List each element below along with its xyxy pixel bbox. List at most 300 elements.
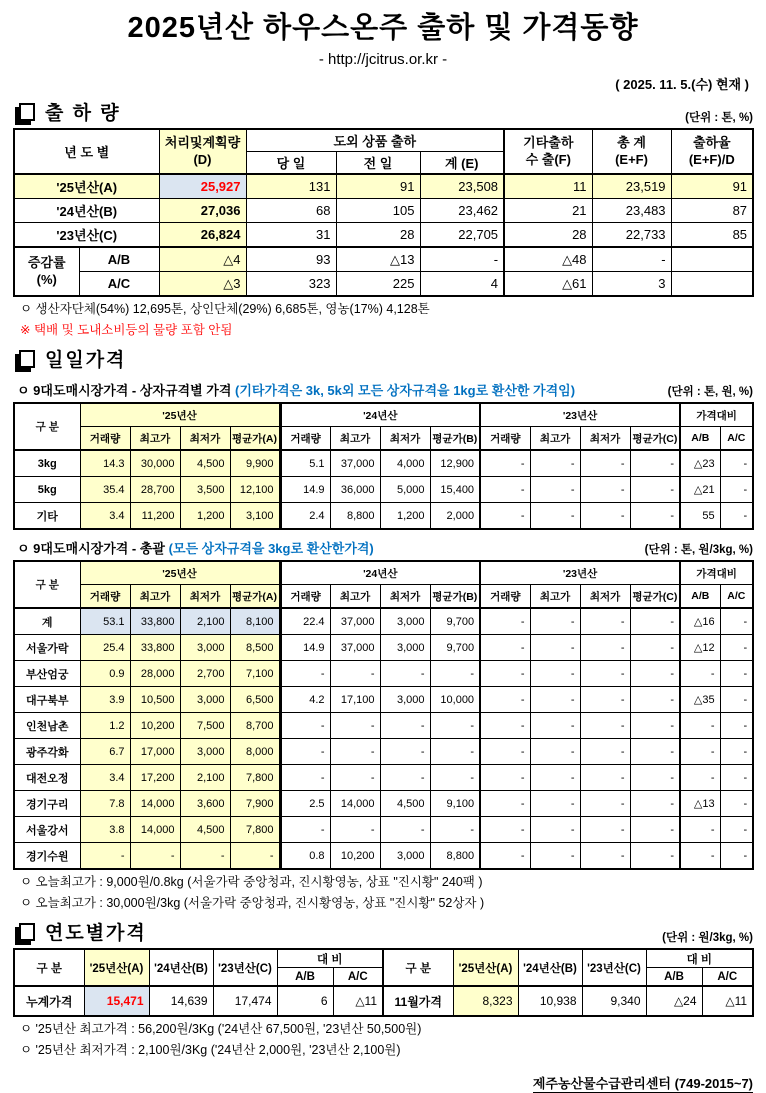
table-cell: 3,000 <box>180 687 230 713</box>
table-cell: - <box>430 661 480 687</box>
header-cell: 최고가 <box>130 585 180 609</box>
table-cell: 4.2 <box>280 687 330 713</box>
table-cell: - <box>580 450 630 477</box>
yearly-price-table <box>13 948 754 1017</box>
table-cell: 3,000 <box>380 843 430 870</box>
header-group-compare: 가격대비 <box>680 403 753 427</box>
table-cell: 3.9 <box>80 687 130 713</box>
table-cell: 22,733 <box>592 223 671 248</box>
header-cell-today: 당 일 <box>246 152 336 175</box>
table-cell: 2,100 <box>180 765 230 791</box>
table-cell: 0.9 <box>80 661 130 687</box>
table-cell: 14,000 <box>130 791 180 817</box>
section-yearly-header <box>13 918 753 945</box>
header-cell-y24: '24년산(B) <box>518 949 582 986</box>
table-cell: - <box>480 713 530 739</box>
table-cell: 8,700 <box>230 713 280 739</box>
header-cell: 거래량 <box>280 585 330 609</box>
table-cell <box>671 247 753 272</box>
header-cell: 거래량 <box>80 427 130 451</box>
header-cell: 평균가(A) <box>230 585 280 609</box>
change-label-line: 증감률 <box>27 254 66 270</box>
table-cell: - <box>380 817 430 843</box>
table-cell: - <box>630 503 680 530</box>
caption-paren-text: (모든 상자규격을 3kg로 환산한가격) <box>168 541 374 556</box>
table-cell: - <box>720 739 753 765</box>
header-cell: 최고가 <box>530 427 580 451</box>
unit-label-daily1: (단위 : 톤, 원, %) <box>667 386 753 398</box>
table-cell: - <box>530 450 580 477</box>
row-label: 부산엄궁 <box>14 661 80 687</box>
table-cell: - <box>480 817 530 843</box>
footer-text: 제주농산물수급관리센터 (749-2015~7) <box>532 1076 753 1091</box>
table-cell: 5.1 <box>280 450 330 477</box>
header-cell: 최저가 <box>580 427 630 451</box>
header-cell-prev: 전 일 <box>336 152 420 175</box>
header-cell: A/B <box>680 585 720 609</box>
row-label: 5kg <box>14 477 80 503</box>
table-cell: - <box>720 503 753 530</box>
table-cell: 68 <box>246 199 336 223</box>
table-cell: 15,400 <box>430 477 480 503</box>
header-line: 처리및계획량 <box>164 134 241 150</box>
header-cell: 평균가(C) <box>630 427 680 451</box>
header-cell: A/C <box>720 585 753 609</box>
yearly-note-1: ㅇ '25년산 최고가격 : 56,200원/3Kg ('24년산 67,500원, '23년산 50,500원) <box>20 1022 422 1036</box>
section-title-text: 일일가격 <box>45 350 127 371</box>
table-cell: - <box>280 739 330 765</box>
date-note: ( 2025. 11. 5.(수) 현재 ) <box>615 77 749 92</box>
row-label: 누계가격 <box>14 986 84 1016</box>
table-cell: - <box>720 791 753 817</box>
header-cell-y24: '24년산(B) <box>149 949 213 986</box>
header-cell-ac: A/C <box>333 968 383 987</box>
table-cell: 8,100 <box>230 608 280 635</box>
shipment-note-1: ㅇ 생산자단체(54%) 12,695톤, 상인단체(29%) 6,685톤, 영농(17%) 4,128톤 <box>20 302 430 316</box>
header-group-25: '25년산 <box>80 561 280 585</box>
table-cell: 22,705 <box>420 223 504 248</box>
table-cell: 10,500 <box>130 687 180 713</box>
table-cell: - <box>720 817 753 843</box>
table-cell: - <box>530 661 580 687</box>
table-cell: - <box>330 817 380 843</box>
header-cell: 평균가(C) <box>630 585 680 609</box>
table-cell: 30,000 <box>130 450 180 477</box>
table-cell: - <box>630 477 680 503</box>
table-cell: - <box>720 477 753 503</box>
table-cell: 87 <box>671 199 753 223</box>
table-cell: 10,938 <box>518 986 582 1016</box>
table-cell: 105 <box>336 199 420 223</box>
table-cell: - <box>380 713 430 739</box>
table-cell: 1,200 <box>180 503 230 530</box>
table-cell: 8,500 <box>230 635 280 661</box>
table-cell: - <box>80 843 130 870</box>
table-cell: 323 <box>246 272 336 297</box>
table-cell: 2.4 <box>280 503 330 530</box>
header-line: 수 출(F) <box>525 151 571 167</box>
table-cell: 85 <box>671 223 753 248</box>
table-cell: 4,000 <box>380 450 430 477</box>
table-cell: - <box>180 843 230 870</box>
table-cell: 25,927 <box>159 174 246 199</box>
table-cell: - <box>530 503 580 530</box>
table-cell: - <box>680 739 720 765</box>
table-cell: - <box>720 687 753 713</box>
header-line: (E+F)/D <box>688 151 735 167</box>
row-label: 대구북부 <box>14 687 80 713</box>
table-cell: 2,100 <box>180 608 230 635</box>
header-cell-compare: 대 비 <box>277 949 383 968</box>
table-cell: - <box>280 817 330 843</box>
table-cell: 15,471 <box>84 986 149 1016</box>
header-cell: 최고가 <box>530 585 580 609</box>
shipment-note-2: ※ 택배 및 도내소비등의 물량 포함 안됨 <box>20 323 233 337</box>
row-label: A/C <box>79 272 159 297</box>
header-cell-gubun: 구 분 <box>383 949 453 986</box>
header-line: (E+F) <box>615 151 648 167</box>
table-cell: - <box>592 247 671 272</box>
table-cell: - <box>580 687 630 713</box>
table-cell: 7,800 <box>230 817 280 843</box>
section-yearly-title <box>13 918 147 945</box>
header-cell: 최저가 <box>180 427 230 451</box>
table-cell: - <box>720 450 753 477</box>
table-cell: 28,700 <box>130 477 180 503</box>
table-cell: 14.9 <box>280 635 330 661</box>
table-cell: 4,500 <box>180 817 230 843</box>
table-cell: 7,800 <box>230 765 280 791</box>
table-cell: 22.4 <box>280 608 330 635</box>
table-cell: - <box>720 843 753 870</box>
table-cell: - <box>580 635 630 661</box>
section-square-icon <box>19 923 35 941</box>
header-cell-sum: 계 (E) <box>420 152 504 175</box>
section-square-icon <box>19 350 35 368</box>
table-cell: 36,000 <box>330 477 380 503</box>
table-cell: - <box>480 661 530 687</box>
table-cell: 17,200 <box>130 765 180 791</box>
table-cell: 23,519 <box>592 174 671 199</box>
table-cell: - <box>720 635 753 661</box>
table-cell: 4 <box>420 272 504 297</box>
table-cell: 225 <box>336 272 420 297</box>
table-cell: - <box>630 843 680 870</box>
table-cell: - <box>580 843 630 870</box>
table-cell: 91 <box>671 174 753 199</box>
section-shipment-title <box>13 98 121 125</box>
table-cell: 12,900 <box>430 450 480 477</box>
table-cell: 7,500 <box>180 713 230 739</box>
header-cell-compare: 대 비 <box>646 949 753 968</box>
table-cell: 14.3 <box>80 450 130 477</box>
table-cell: - <box>530 713 580 739</box>
table-cell: - <box>530 608 580 635</box>
page-title: 2025년산 하우스온주 출하 및 가격동향 <box>127 12 639 44</box>
table-cell: 14.9 <box>280 477 330 503</box>
table-cell: 3,600 <box>180 791 230 817</box>
header-cell: 최고가 <box>330 427 380 451</box>
table-cell: △13 <box>680 791 720 817</box>
yearly-note-2: ㅇ '25년산 최저가격 : 2,100원/3Kg ('24년산 2,000원, '23년산 2,100원) <box>20 1043 401 1057</box>
shipment-table <box>13 128 754 297</box>
header-group-23: '23년산 <box>480 403 680 427</box>
daily-table1-title <box>17 380 575 399</box>
table-cell: 10,000 <box>430 687 480 713</box>
footer <box>13 1073 753 1092</box>
table-cell: 17,474 <box>213 986 277 1016</box>
table-cell: - <box>430 739 480 765</box>
row-label: '23년산(C) <box>14 223 159 248</box>
row-label: A/B <box>79 247 159 272</box>
header-cell-ab: A/B <box>277 968 333 987</box>
header-cell-other <box>504 129 592 174</box>
table-cell: 93 <box>246 247 336 272</box>
header-cell-gubun: 구 분 <box>14 949 84 986</box>
table-cell: 9,100 <box>430 791 480 817</box>
header-cell: 거래량 <box>80 585 130 609</box>
header-line: 기타출하 <box>523 134 574 150</box>
table-cell: - <box>480 608 530 635</box>
table-cell: 21 <box>504 199 592 223</box>
header-cell-ab: A/B <box>646 968 702 987</box>
table-cell: 4,500 <box>180 450 230 477</box>
table-cell: 2.5 <box>280 791 330 817</box>
table-cell: - <box>380 765 430 791</box>
header-cell-plan <box>159 129 246 174</box>
table-cell: 9,900 <box>230 450 280 477</box>
table-cell: 3,000 <box>380 687 430 713</box>
table-cell: - <box>420 247 504 272</box>
table-cell: - <box>680 765 720 791</box>
header-cell-y23: '23년산(C) <box>582 949 646 986</box>
table-cell: - <box>630 450 680 477</box>
section-shipment-header <box>13 98 753 125</box>
table-cell: - <box>430 713 480 739</box>
header-cell: 평균가(B) <box>430 585 480 609</box>
table-cell: 3,500 <box>180 477 230 503</box>
table-cell: - <box>480 503 530 530</box>
table-cell: - <box>630 661 680 687</box>
header-cell: 최저가 <box>180 585 230 609</box>
table-cell: 8,800 <box>430 843 480 870</box>
table-cell: - <box>680 661 720 687</box>
row-label: 서울강서 <box>14 817 80 843</box>
table-cell: △16 <box>680 608 720 635</box>
header-cell-ac: A/C <box>702 968 753 987</box>
header-cell-y23: '23년산(C) <box>213 949 277 986</box>
page-subtitle-url: - http://jcitrus.or.kr - <box>318 51 448 68</box>
header-cell: 최고가 <box>130 427 180 451</box>
table-cell: - <box>580 608 630 635</box>
table-cell: 23,508 <box>420 174 504 199</box>
table-cell: - <box>580 817 630 843</box>
table-cell: - <box>480 843 530 870</box>
header-line: 총 계 <box>617 134 646 150</box>
section-title-text: 출 하 량 <box>45 103 121 124</box>
table-cell: △4 <box>159 247 246 272</box>
daily-table2-title <box>17 538 374 557</box>
table-cell: - <box>280 661 330 687</box>
table-cell: - <box>720 713 753 739</box>
table-cell: - <box>530 791 580 817</box>
table-cell: - <box>380 739 430 765</box>
table-cell: - <box>580 791 630 817</box>
table-cell: △12 <box>680 635 720 661</box>
table-cell: 33,800 <box>130 608 180 635</box>
table-cell: △3 <box>159 272 246 297</box>
table-cell: 9,700 <box>430 608 480 635</box>
table-cell: 0.8 <box>280 843 330 870</box>
table-cell: △11 <box>333 986 383 1016</box>
table-cell: - <box>530 765 580 791</box>
table-cell: 11 <box>504 174 592 199</box>
table-cell: - <box>130 843 180 870</box>
table-cell: - <box>280 713 330 739</box>
table-cell: △23 <box>680 450 720 477</box>
table-cell: 28 <box>336 223 420 248</box>
table-cell: 1.2 <box>80 713 130 739</box>
table-cell: - <box>480 635 530 661</box>
row-label: '25년산(A) <box>14 174 159 199</box>
table-cell: △35 <box>680 687 720 713</box>
table-cell: - <box>720 661 753 687</box>
table-cell: 4,500 <box>380 791 430 817</box>
header-cell: 평균가(A) <box>230 427 280 451</box>
table-cell: - <box>580 765 630 791</box>
table-cell: - <box>630 687 680 713</box>
table-cell: 27,036 <box>159 199 246 223</box>
table-cell: - <box>480 450 530 477</box>
header-group-24: '24년산 <box>280 403 480 427</box>
table-cell: △13 <box>336 247 420 272</box>
section-title-text: 연도별가격 <box>45 923 147 944</box>
table-cell: - <box>330 713 380 739</box>
row-label: 광주각화 <box>14 739 80 765</box>
table-cell: 8,323 <box>453 986 518 1016</box>
table-cell: 3.4 <box>80 765 130 791</box>
table-cell: - <box>530 477 580 503</box>
table-cell: 6 <box>277 986 333 1016</box>
table-cell: - <box>720 765 753 791</box>
section-daily-title <box>13 345 126 372</box>
table-cell: 9,700 <box>430 635 480 661</box>
table-cell: 33,800 <box>130 635 180 661</box>
table-cell: - <box>580 713 630 739</box>
table-cell: 3,000 <box>380 635 430 661</box>
table-cell: - <box>680 713 720 739</box>
header-cell-total <box>592 129 671 174</box>
table-cell: 1,200 <box>380 503 430 530</box>
table-cell: 14,639 <box>149 986 213 1016</box>
table-cell: - <box>480 739 530 765</box>
daily-table2-caption-row <box>13 538 753 557</box>
header-group-compare: 가격대비 <box>680 561 753 585</box>
section-daily-header <box>13 345 753 372</box>
header-cell: 거래량 <box>480 427 530 451</box>
table-cell: 8,000 <box>230 739 280 765</box>
table-cell: 8,800 <box>330 503 380 530</box>
header-cell-y25: '25년산(A) <box>84 949 149 986</box>
table-cell: 10,200 <box>330 843 380 870</box>
caption-text: ㅇ 9대도매시장가격 - 상자규격별 가격 <box>17 383 232 398</box>
table-cell: - <box>430 817 480 843</box>
table-cell: 37,000 <box>330 608 380 635</box>
table-cell: 3,100 <box>230 503 280 530</box>
table-cell: - <box>580 661 630 687</box>
daily-note-1: ㅇ 오늘최고가 : 9,000원/0.8kg (서울가락 중앙청과, 진시황영농, 상표 "진시황" 240팩 ) <box>20 875 483 889</box>
table-cell: - <box>430 765 480 791</box>
table-cell: - <box>480 687 530 713</box>
row-label: 기타 <box>14 503 80 530</box>
table-cell: 5,000 <box>380 477 430 503</box>
table-cell: 37,000 <box>330 635 380 661</box>
table-cell: - <box>580 739 630 765</box>
table-cell: 91 <box>336 174 420 199</box>
header-cell: 거래량 <box>480 585 530 609</box>
header-line: 출하율 <box>692 134 731 150</box>
table-cell: 28 <box>504 223 592 248</box>
table-cell: 3.4 <box>80 503 130 530</box>
table-cell: 53.1 <box>80 608 130 635</box>
table-cell: 3 <box>592 272 671 297</box>
table-cell: 7,900 <box>230 791 280 817</box>
table-cell: 31 <box>246 223 336 248</box>
table-cell: - <box>630 635 680 661</box>
table-cell: - <box>530 817 580 843</box>
header-group-23: '23년산 <box>480 561 680 585</box>
header-cell-year: 년 도 별 <box>14 129 159 174</box>
header-cell: A/C <box>720 427 753 451</box>
header-group-25: '25년산 <box>80 403 280 427</box>
daily-table1-caption-row <box>13 380 753 399</box>
table-cell: - <box>680 817 720 843</box>
table-cell: - <box>230 843 280 870</box>
table-cell: 14,000 <box>130 817 180 843</box>
header-cell-gubun: 구 분 <box>14 561 80 608</box>
table-cell: - <box>480 477 530 503</box>
table-cell: 131 <box>246 174 336 199</box>
caption-text: ㅇ 9대도매시장가격 - 총괄 <box>17 541 165 556</box>
table-cell: - <box>580 477 630 503</box>
table-cell: 2,700 <box>180 661 230 687</box>
header-cell: 평균가(B) <box>430 427 480 451</box>
table-cell: - <box>680 843 720 870</box>
table-cell: 12,100 <box>230 477 280 503</box>
table-cell: - <box>480 765 530 791</box>
table-cell: △11 <box>702 986 753 1016</box>
header-cell: A/B <box>680 427 720 451</box>
table-cell: 28,000 <box>130 661 180 687</box>
change-label-line: (%) <box>36 271 57 287</box>
header-cell-y25: '25년산(A) <box>453 949 518 986</box>
header-cell: 최저가 <box>380 585 430 609</box>
table-cell: 17,000 <box>130 739 180 765</box>
section-square-icon <box>19 103 35 121</box>
table-cell: - <box>580 503 630 530</box>
unit-label-daily2: (단위 : 톤, 원/3kg, %) <box>644 544 753 556</box>
table-cell: 23,483 <box>592 199 671 223</box>
table-cell: △61 <box>504 272 592 297</box>
table-cell: - <box>630 713 680 739</box>
table-cell: 6.7 <box>80 739 130 765</box>
table-cell: 7.8 <box>80 791 130 817</box>
table-cell: - <box>630 791 680 817</box>
table-cell: 17,100 <box>330 687 380 713</box>
table-cell: 3.8 <box>80 817 130 843</box>
table-cell: - <box>330 739 380 765</box>
table-cell: 37,000 <box>330 450 380 477</box>
